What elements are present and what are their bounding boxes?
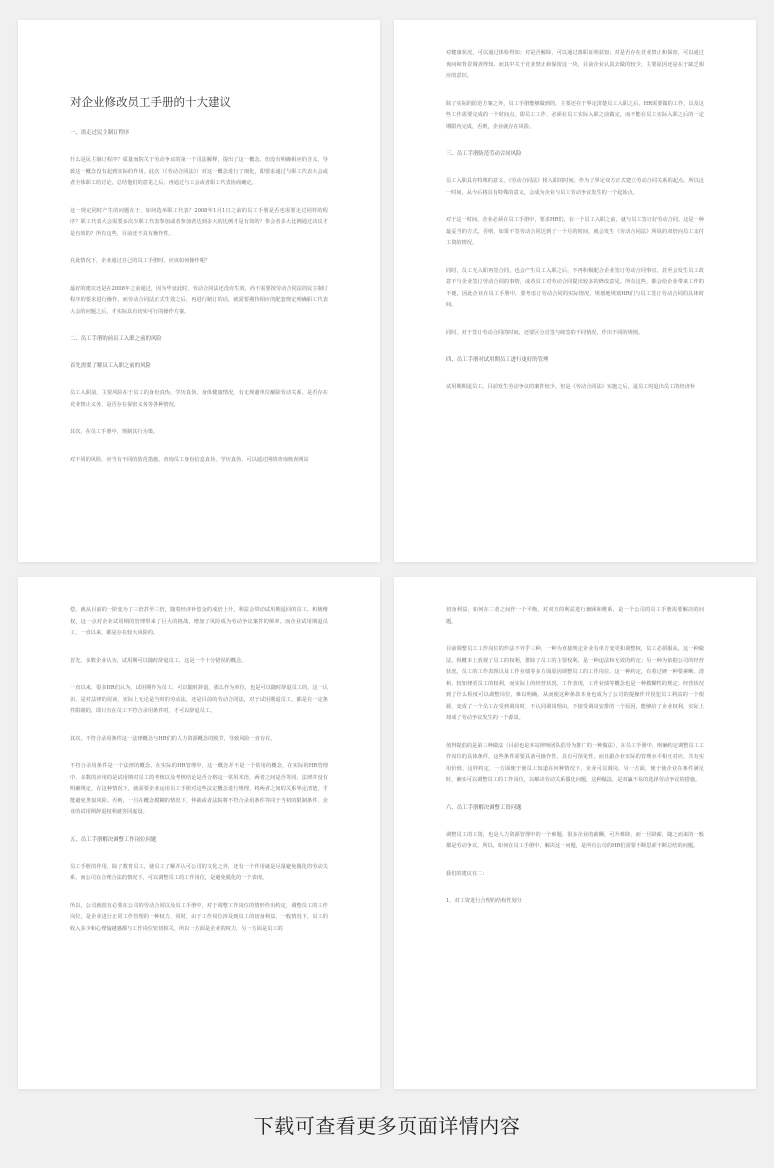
section-heading: 四、员工手册对试用期员工进行更好的管理: [446, 357, 549, 363]
paragraph: 不符合录用条件是一个法律的概念，在实际的HR管理中，这一概念并不是一个常用的概念，在实际的HR管理中，多数的应用的是试用期对员工的考核以及考核结论是否合格这一常用术语，两者之间是否等同，法律并没有明确规定，在这种情况下，就需要企业运用员工手册对这些法定概念进行规理，将两者之间的关系界定清楚，才能避免类似风险。否则，一旦在概念模糊的情况下，仲裁或者法院将不符合录用条件等同于当初的限制条件，企业的试用期辞退权利就等同虚设。: [70, 763, 328, 815]
document-title: 对企业修改员工手册的十大建议: [70, 95, 231, 109]
section-heading: 五、员工手册解决调整工作岗位问题: [70, 836, 157, 843]
paragraph: 同时，员工无入职再签合同，也会产生员工入职之后，不再积极配合企业签订劳动合同事宜。甚至会发生员工故意不与企业签订劳动合同的事情，或者员工对劳动合同提出较多的修改意见。所有这些，都会给企业带来工作的不便。因此企业在员工手册中，要考虑订劳动合同的实际情况，规划地规划HR们与员工签订劳动合同的具体时间。: [446, 267, 704, 308]
paragraph: 员工入职具有特殊的意义，《劳动合同法》将入职的时间，作为了界定双方正式建立劳动合同关系的起点。所以这一时间，从今后将具有特殊的意义，会成为企业与员工劳动争议发生的一个起始点。: [446, 178, 704, 196]
paragraph: 目前调整员工工作岗位的作法不外乎三种，一种为直接规定企业有单方变更和调整权，员工必须服从，这一种做法，纵概本上放视了员工的权利，排除了员工的主要权利，是一种违法和无效的约定；另一种为依据公司的经营状况，员工的工作表现以及工作业绩等多方面原因调整员工的工作岗位，这一种约定，有着过硬一种要素晰，清和，较知律更员工的权利，而实际上的经营状况、工作表现，工作业绩等概念也是一种模糊性的规定；经营状况到了什么程度可以调整岗位，难以明确。从而使这种条款本身也成为了公司的提操作并侵犯员工利益的一个根源，变成了一个员工在受到调岗时，不认同调岗理由，不接受调岗安排的一个原因，能够给了企业权利，实际上却成了劳动争议发生的一个源泉。: [446, 646, 704, 721]
paragraph: 员工手册的作用，除了教育员工，使员工了解并认可公司的文化之外，还有一个作用就是尽量避免僵化的劳动关系，而公司在合理合法的情况下，可以调整员工的工作岗位，是避免僵化的一个表现。: [70, 863, 328, 881]
paragraph: 首先，多数企业认为，试用期可以随时辞退员工，这是一个十分错误的概念。: [70, 657, 247, 664]
paragraph: 同时，对于签订劳动合同的时间，还要区分首签与续签的不同情况，作出不同的规则。: [446, 329, 644, 336]
paragraph: 一直以来，很多HR们认为，试用期作为员工，可以随时辞退，那么作为单位，也是可以随时辞退员工的，这一认识，是对法律的误读。实际上无论是当时的劳动法，还是目前的劳动合同法，对于试用期退员工，都是有一定条件限制的，即只有在员工不符合录用条件时，才可以辞退员工。: [70, 685, 328, 714]
paragraph: 在此情况下，企业通过自己的员工手册时，应该如何操作呢？: [70, 258, 211, 264]
section-heading: 二、员工手册的前员工入职之前的风险: [70, 336, 162, 342]
paragraph: 对不同的风险，应当有不同的防范措施。查询员工身份信息真伪、学历真伪，可以通过网络查询核查网站: [70, 456, 309, 463]
paragraph: 对于这一时间，企业必须在员工手册中，要求HR们，在一个员工入职之前，就与员工签订好劳动合同。这是一种最妥当的方式。否则，如果不签劳动合同达到了一个月的时间，就会发生《劳动合同法》所说的双倍向员工支付工资的情况。: [446, 217, 704, 246]
paragraph: 除了实际的防范方案之外，员工手册能够做到的，主要还在于界定清楚员工入职之后，HR需要做的工作，以及这些工作需要完成的一个时间点。即员工工作、必须在员工实际入职之前做完，而不能在员工实际入职之后的一定期限内完成，否则，企业就存在风险。: [446, 100, 704, 130]
paragraph: 这一规定同时产生的问题在于，如何选举职工代表？2008年1月1日之前的员工手册是否也需要走过同样的程序？职工代表大会需要多次少职工代表参加或者参加者达到多大的比例才是有效的？参会者多大比例通过决议才是有效的？所有这些，目前还不具有操作性。: [70, 207, 328, 237]
paragraph: 其次，不符合录用条件这一法律概念与HR们的人力资源概念的脱节，导致风险一直存在。: [70, 735, 276, 742]
paragraph: 什么是民主制订程序？质量而院关于劳动争议的第一个司法解释，提出了这一概念，但没有明确相应的含义，导致这一概念没有起到实际的作用。此次（《劳动合同法》）对这一概念进行了细化，即要求通过与职工代表大会或者全体职工的讨论，总结他们的意见之后，再通过与工会或者职工代表协商确定。: [70, 157, 328, 186]
document-page-1: [18, 20, 380, 562]
paragraph: 调整员工的工资，也是人力资源管理中的一个难题，很多企业的薪酬，可升难降，而一旦降薪，随之而来的一般都是劳动争议，所以，如何在员工手册中，解决这一问题，是所有公司的HR们需要不断思索不断总结的问题。: [446, 831, 704, 849]
document-page-3: [18, 577, 380, 1089]
section-heading: 六、员工手册解决调整工资问题: [446, 804, 522, 811]
paragraph: 其次，在员工手册中，规制其行为策。: [70, 429, 159, 435]
section-heading: 一、需走过民主制订程序: [70, 130, 130, 136]
paragraph: 偿，就从目前的一阶变为了三倍甚至三倍，随着经济补偿金的成倍上升，利益会带动试用期退回的员工，积极维权，这一点对企业试用期的管理带来了巨大的挑战，增加了风险成为劳动争议案件的频率。而企业试用期退员工，一直以来，都是存在较大风险的。: [70, 607, 328, 636]
paragraph: 试用期期退员工，目前发生劳动争议的案件较少。但是《劳动合同法》实施之后，退员工时退出员工的经济补: [446, 384, 696, 390]
document-page-4: [394, 577, 756, 1089]
paragraph: 所以，公司就很有必要在公司的劳动合同以及员工手册中，对于调整工作岗位的情形作出约定，调整员工的工作岗位，是企业进行正常工作管理的一种权力，同时，由于工作岗位涉及到员工的切身利益，一般情况下，员工的收入多少和心理愉越感都与工作岗位密切相关，所以一方面是企业的权力，另一方面是员工的: [70, 902, 328, 932]
paragraph: 我们的建议有二：: [446, 870, 488, 877]
section-heading: 三、员工手册防范劳动合同风险: [446, 151, 522, 157]
paragraph: 对健康状况，可以通过体检得知；对是否解除，可以通过离职证明获知；对是否存在竞业禁止和保密，可以通过询问和背景调查得知。而其中关于竞业禁止和保密这一块，目前企业认真去做的较少，主要原因还是在于缺乏相应的意识。: [446, 50, 704, 79]
paragraph: 值得提倡的是第三种做法（目前也是本站律师团队倡导为推广的一种做法），在员工手册中，明确约定调整员工工作岗位的具体条件，这些条件需要具备可操作性，具有可预见性，而且跟企业实际的管理水平相互对应，共有实用价值，这样约定，一方面便于使员工知道在何种情况下，企业可以调岗，另一方面，便于使企业在条件满足时，确实可以调整员工的工作岗位，以解决劳动关系僵化问题，这种做法，是双赢不易的选择劳动争议的措施。: [446, 742, 704, 783]
paragraph: 切身利益，如何在二者之间作一个平衡，对双方的利益进行兼顾和维系，是一个公司的员工手册需要解决的问题。: [446, 607, 704, 625]
paragraph: 1、对工资进行合理的结构性划分: [446, 898, 522, 904]
paragraph: 员工入职前，主要风险在于员工的身份真伪、学历真伪、身体健康情况，有无规避单位解除劳动关系、是否存在竞业禁止义务、是否存在保密义务等各种情况。: [70, 390, 328, 408]
sub-heading: 首先需要了解员工入职之前的风险: [70, 363, 151, 369]
download-more-caption: 下载可查看更多页面详情内容: [253, 1114, 521, 1138]
paragraph: 最好的建议还是在2008年之前通过，因为毕竟此时，劳动合同法还没有生效，尚不需要按劳动合同法的民主制订程序的要求进行操作，而劳动合同法正式生效之后，再进行制订的话，就需要期待相应的配套规定明确职工代表大会的问题之后，才实际具有切实可行的操作方案。: [70, 285, 328, 315]
document-page-2: [394, 20, 756, 562]
